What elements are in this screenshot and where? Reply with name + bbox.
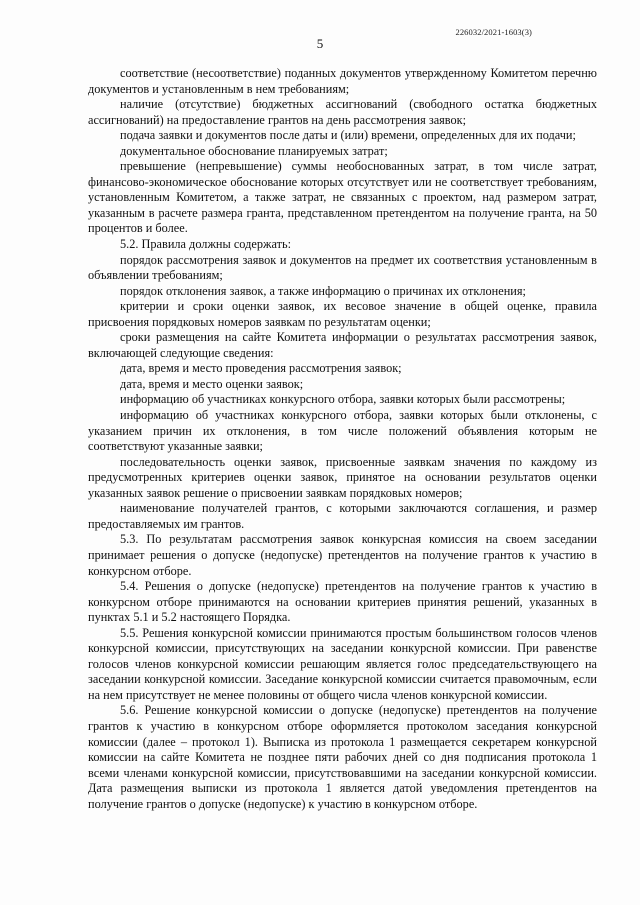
paragraph: подача заявки и документов после даты и (или) времени, определенных для их подачи;: [120, 128, 576, 143]
paragraph: соответствие (несоответствие) поданных документов утвержденному Комитетом перечню документов и установленным в нем требованиям;: [88, 66, 597, 96]
paragraph: превышение (непревышение) суммы необоснованных затрат, в том числе затрат, финансово-экономическое обоснование которых отсутствует или не соответствует требованиям, установленным Комитетом, а также затрат, не связанных с проектом, над размером затрат, указанным в расчете размера гранта, представленном претендентом на получение гранта, на 50 процентов и более.: [88, 159, 597, 236]
paragraph: наличие (отсутствие) бюджетных ассигнований (свободного остатка бюджетных ассигнований) на предоставление грантов на день рассмотрения заявок;: [88, 97, 597, 127]
paragraph: порядок рассмотрения заявок и документов на предмет их соответствия установленным в объявлении требованиям;: [88, 252, 597, 283]
paragraph: последовательность оценки заявок, присвоенные заявкам значения по каждому из предусмотренных критериев оценки заявок, принятое на основании результатов оценки указанных заявок решение о присвоении заявкам порядковых номеров;: [88, 454, 597, 500]
paragraph: информацию об участниках конкурсного отбора, заявки которых были рассмотрены;: [120, 392, 566, 407]
paragraph: документальное обоснование планируемых затрат;: [120, 143, 388, 158]
paragraph: порядок отклонения заявок, а также информацию о причинах их отклонения;: [120, 283, 526, 298]
paragraph: дата, время и место проведения рассмотрения заявок;: [120, 361, 402, 376]
paragraph: наименование получателей грантов, с которыми заключаются соглашения, и размер предоставляемых им грантов.: [88, 501, 597, 531]
paragraph: 5.5. Решения конкурсной комиссии принимаются простым большинством голосов членов конкурсной комиссии, присутствующих на заседании конкурсной комиссии. При равенстве голосов членов конкурсной комиссии решающим является голос председательствующего на заседании конкурсной комиссии. Заседание конкурсной комиссии считается правомочным, если на нем присутствует не менее половины от общего числа членов конкурсной комиссии.: [88, 625, 597, 702]
paragraph: дата, время и место оценки заявок;: [120, 376, 304, 391]
paragraph: 5.6. Решение конкурсной комиссии о допуске (недопуске) претендентов на получение грантов к участию в конкурсном отборе оформляется протоколом заседания конкурсной комиссии (далее – протокол 1). Выписка из протокола 1 размещается секретарем конкурсной комиссии на сайте Комитета не позднее пяти рабочих дней со дня подписания протокола 1 всеми членами конкурсной комиссии, присутствовавшими на заседании конкурсной комиссии. Дата размещения выписки из протокола 1 является датой уведомления претендентов на получение грантов о допуске (недопуске) к участию в конкурсном отборе.: [88, 703, 597, 811]
section-heading: 5.2. Правила должны содержать:: [120, 237, 292, 252]
page-number: 5: [316, 36, 324, 51]
paragraph: информацию об участниках конкурсного отбора, заявки которых были отклонены, с указанием причин их отклонения, в том числе положений объявления которым не соответствуют указанные заявки;: [88, 408, 597, 454]
paragraph: критерии и сроки оценки заявок, их весовое значение в общей оценке, правила присвоения порядковых номеров заявкам по результатам оценки;: [88, 299, 597, 329]
paragraph: 5.3. По результатам рассмотрения заявок конкурсная комиссия на своем заседании принимает решения о допуске (недопуске) претендентов на получение грантов к участию в конкурсном отборе.: [88, 532, 597, 578]
paragraph: сроки размещения на сайте Комитета информации о результатах рассмотрения заявок, включающей следующие сведения:: [88, 330, 597, 360]
document-number: 226032/2021-1603(3): [455, 27, 532, 37]
document-body: [88, 66, 597, 812]
paragraph: 5.4. Решения о допуске (недопуске) претендентов на получение грантов к участию в конкурсном отборе принимаются на основании критериев принятия решений, указанных в пунктах 5.1 и 5.2 настоящего Порядка.: [88, 579, 597, 625]
